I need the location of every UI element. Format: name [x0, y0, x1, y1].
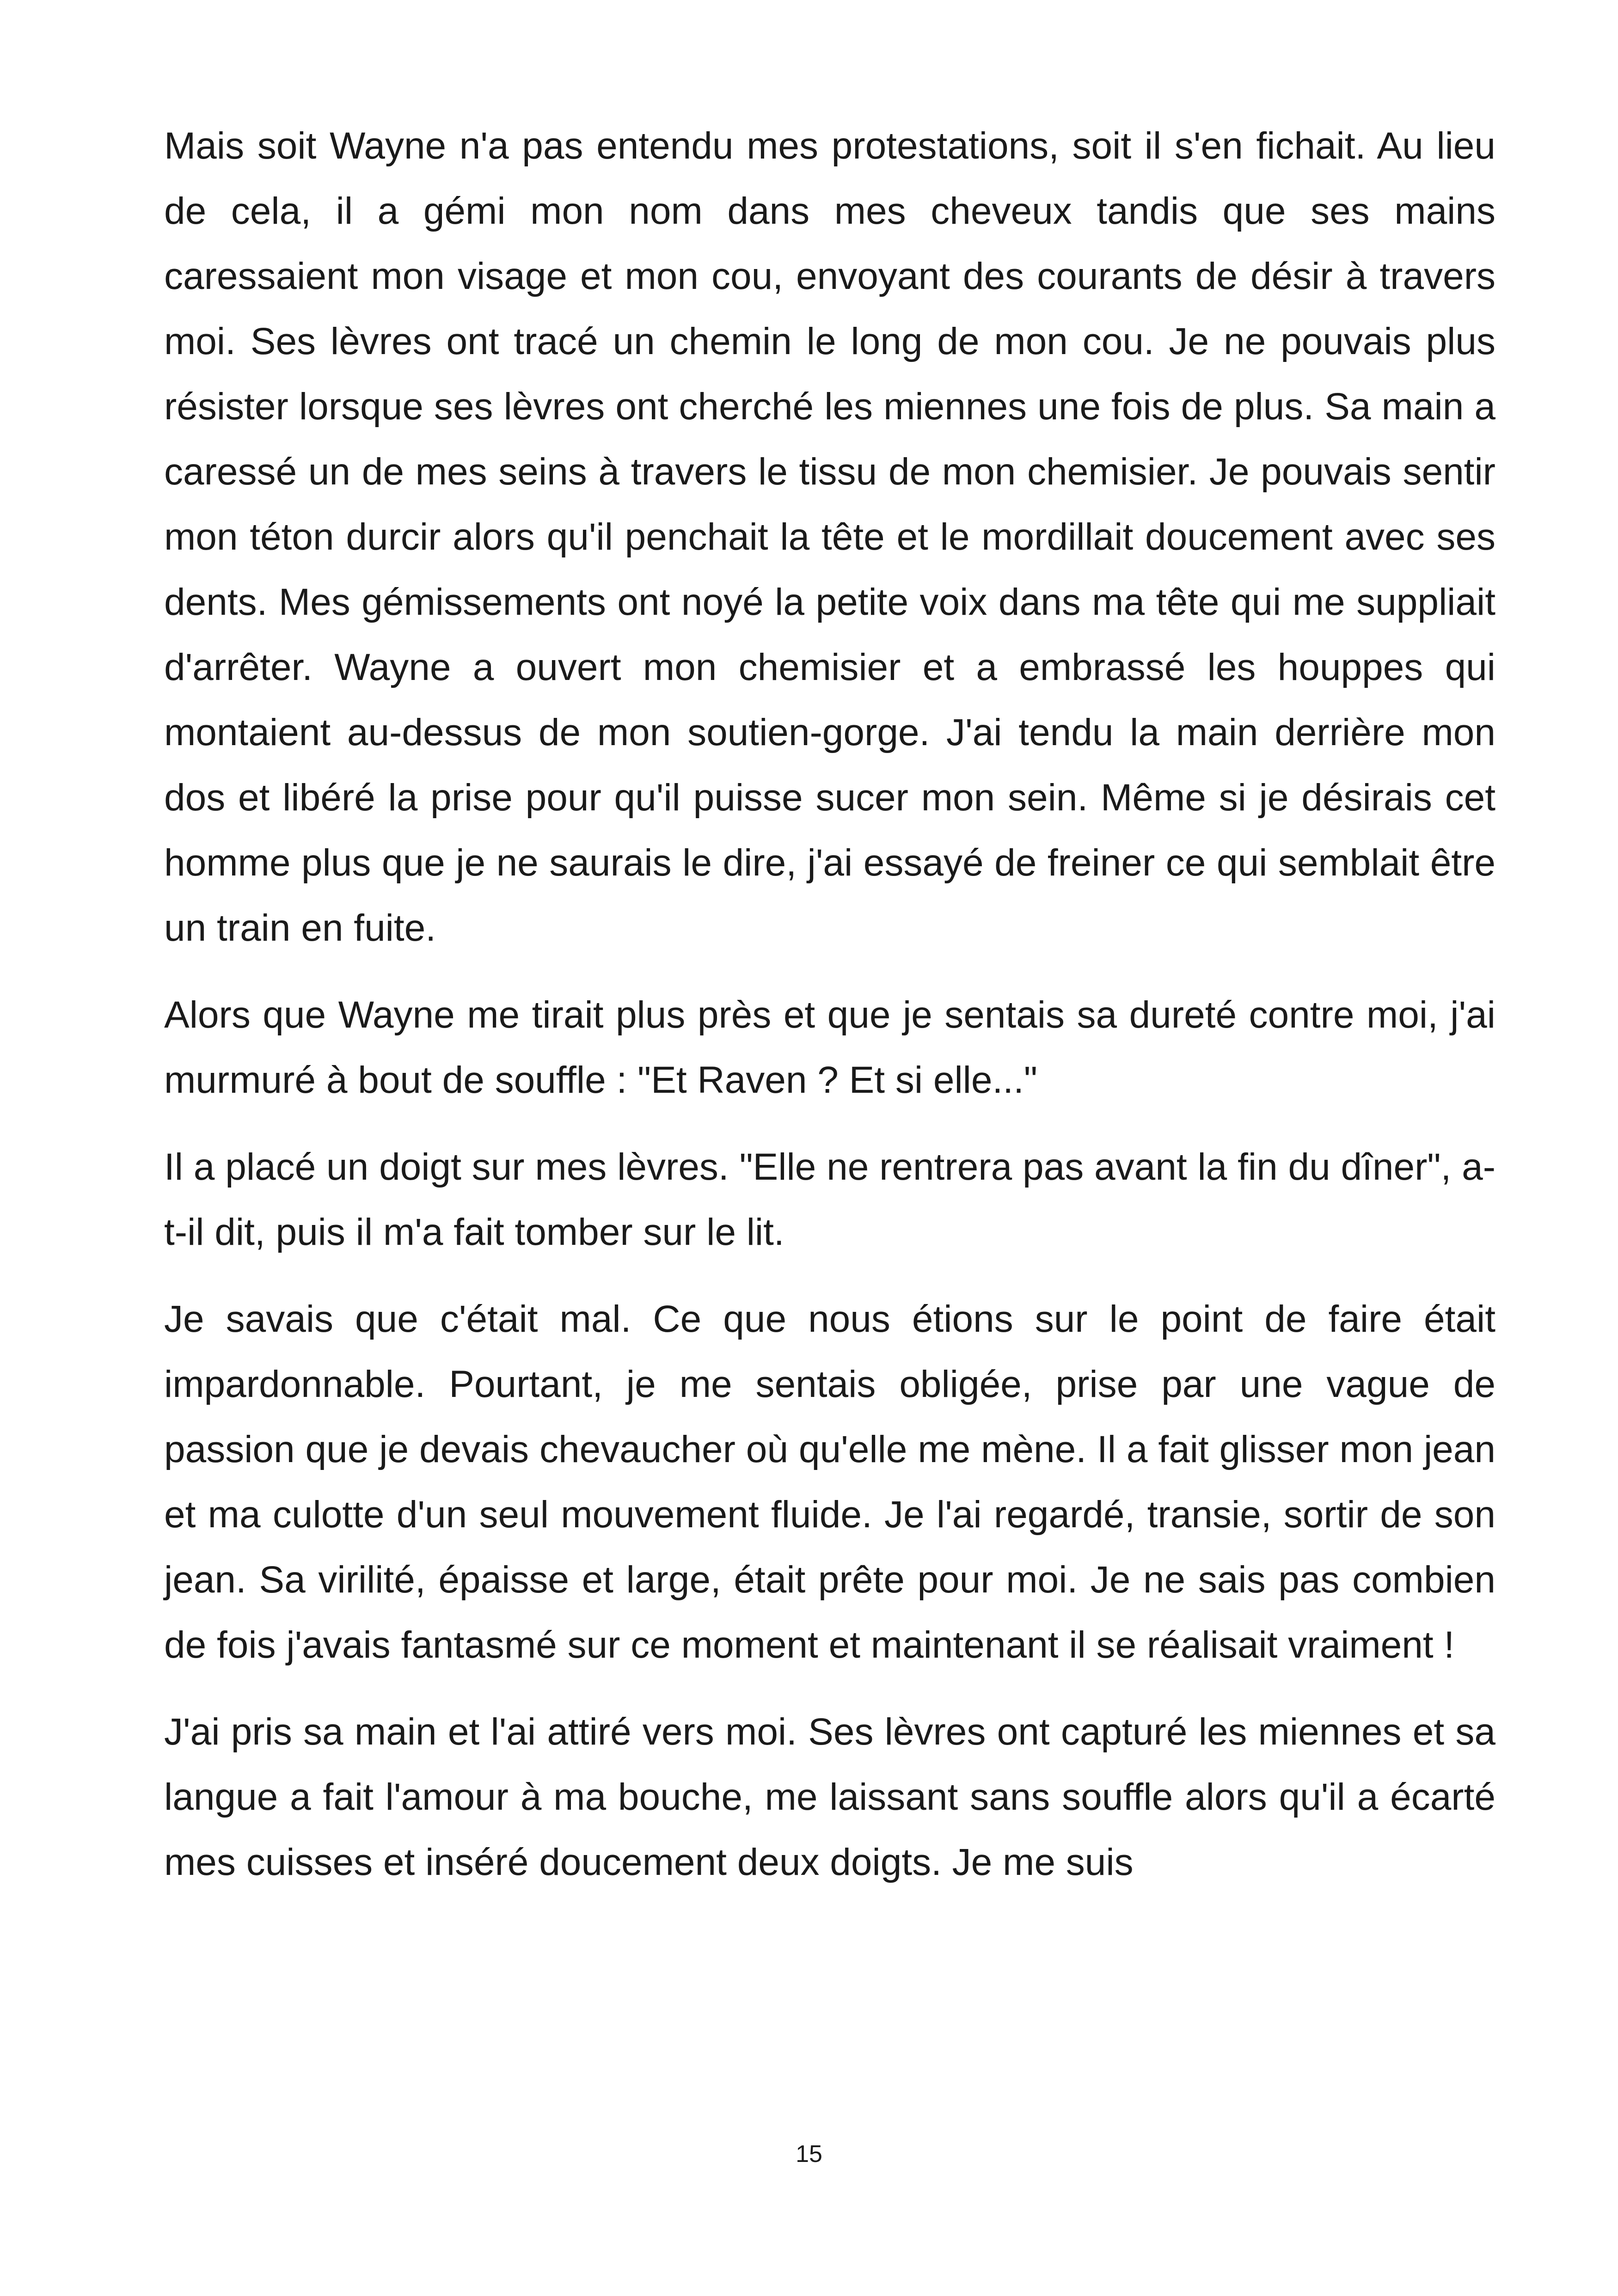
page-number: 15 [796, 2141, 822, 2167]
body-text [164, 113, 1495, 1916]
paragraph: Je savais que c'était mal. Ce que nous étions sur le point de faire était impardonnable. Pourtant, je me sentais obligée, prise par une vague de passion que je devais chevaucher où qu'elle me mène. Il a fait glisser mon jean et ma culotte d'un seul mouvement fluide. Je l'ai regardé, transie, sortir de son jean. Sa virilité, épaisse et large, était prête pour moi. Je ne sais pas combien de fois j'avais fantasmé sur ce moment et maintenant il se réalisait vraiment ! [164, 1298, 1495, 1666]
paragraph: Alors que Wayne me tirait plus près et que je sentais sa dureté contre moi, j'ai murmuré à bout de souffle : "Et Raven ? Et si elle..." [164, 994, 1495, 1101]
paragraph: Mais soit Wayne n'a pas entendu mes protestations, soit il s'en fichait. Au lieu de cela, il a gémi mon nom dans mes cheveux tandis que ses mains caressaient mon visage et mon cou, envoyant des courants de désir à travers moi. Ses lèvres ont tracé un chemin le long de mon cou. Je ne pouvais plus résister lorsque ses lèvres ont cherché les miennes une fois de plus. Sa main a caressé un de mes seins à travers le tissu de mon chemisier. Je pouvais sentir mon téton durcir alors qu'il penchait la tête et le mordillait doucement avec ses dents. Mes gémissements ont noyé la petite voix dans ma tête qui me suppliait d'arrêter. Wayne a ouvert mon chemisier et a embrassé les houppes qui montaient au-dessus de mon soutien-gorge. J'ai tendu la main derrière mon dos et libéré la prise pour qu'il puisse sucer mon sein. Même si je désirais cet homme plus que je ne saurais le dire, j'ai essayé de freiner ce qui semblait être un train en fuite. [164, 125, 1495, 949]
paragraph: J'ai pris sa main et l'ai attiré vers moi. Ses lèvres ont capturé les miennes et sa langue a fait l'amour à ma bouche, me laissant sans souffle alors qu'il a écarté mes cuisses et inséré doucement deux doigts. Je me suis [164, 1711, 1495, 1883]
paragraph: Il a placé un doigt sur mes lèvres. "Elle ne rentrera pas avant la fin du dîner", a-t-il dit, puis il m'a fait tomber sur le lit. [164, 1146, 1495, 1253]
